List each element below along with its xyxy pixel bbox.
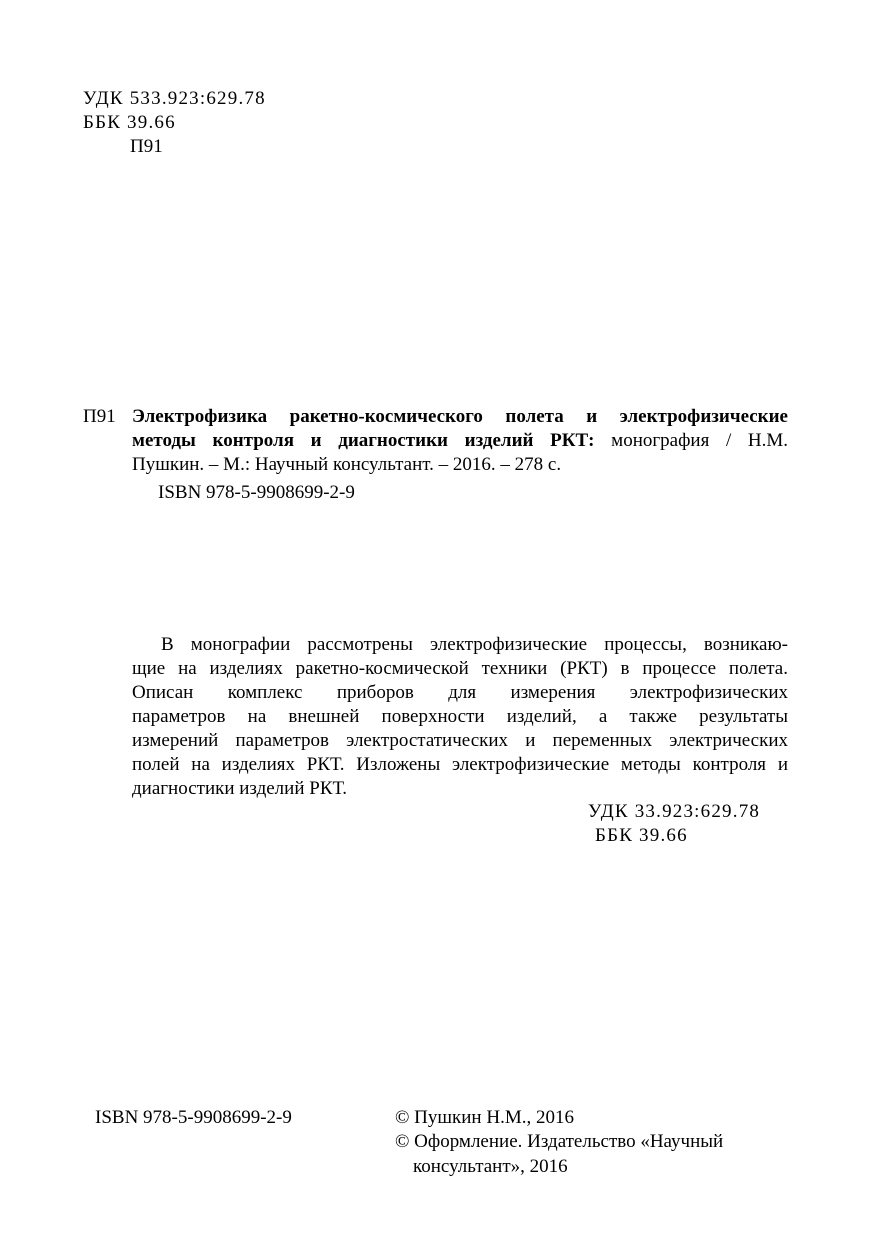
abstract-line: диагностики изделий РКТ.	[132, 778, 347, 799]
entry-title-line-2	[132, 429, 788, 453]
abstract-line: измерений параметров электростатических и переменных электрических	[132, 730, 788, 751]
abstract-line: параметров на внешней поверхности изделий, а также результаты	[132, 706, 788, 727]
abstract-line: В монографии рассмотрены электрофизические процессы, возникаю-	[161, 634, 788, 655]
author-sign: П91	[130, 136, 163, 157]
abstract-line: Описан комплекс приборов для измерения электрофизических	[132, 682, 788, 703]
entry-title-line-1: Электрофизика ракетно-космического полета и электрофизические	[132, 406, 788, 427]
copyright-design-line-2: консультант», 2016	[413, 1156, 568, 1177]
entry-title-rest: монография / Н.М.	[594, 430, 789, 451]
entry-imprint-line: Пушкин. – М.: Научный консультант. – 2016. – 278 с.	[132, 454, 562, 475]
abstract-line: полей на изделиях РКТ. Изложены электрофизические методы контроля и	[132, 754, 788, 775]
abstract-udk-code: УДК 33.923:629.78	[588, 801, 761, 822]
copyright-author: © Пушкин Н.М., 2016	[395, 1107, 574, 1128]
entry-title-bold-part: методы контроля и диагностики изделий РКТ:	[132, 430, 595, 451]
abstract-line: щие на изделиях ракетно-космической техники (РКТ) в процессе полета.	[132, 658, 788, 679]
copyright-design-line-1: © Оформление. Издательство «Научный	[395, 1131, 724, 1152]
bbk-code: ББК 39.66	[83, 112, 176, 133]
entry-description	[132, 405, 788, 477]
abstract-bbk-code: ББК 39.66	[595, 825, 688, 846]
footer-isbn: ISBN 978-5-9908699-2-9	[95, 1107, 292, 1128]
entry-isbn: ISBN 978-5-9908699-2-9	[158, 482, 355, 503]
udk-code: УДК 533.923:629.78	[83, 88, 266, 109]
abstract-paragraph	[132, 633, 788, 801]
entry-author-sign: П91	[83, 406, 116, 427]
